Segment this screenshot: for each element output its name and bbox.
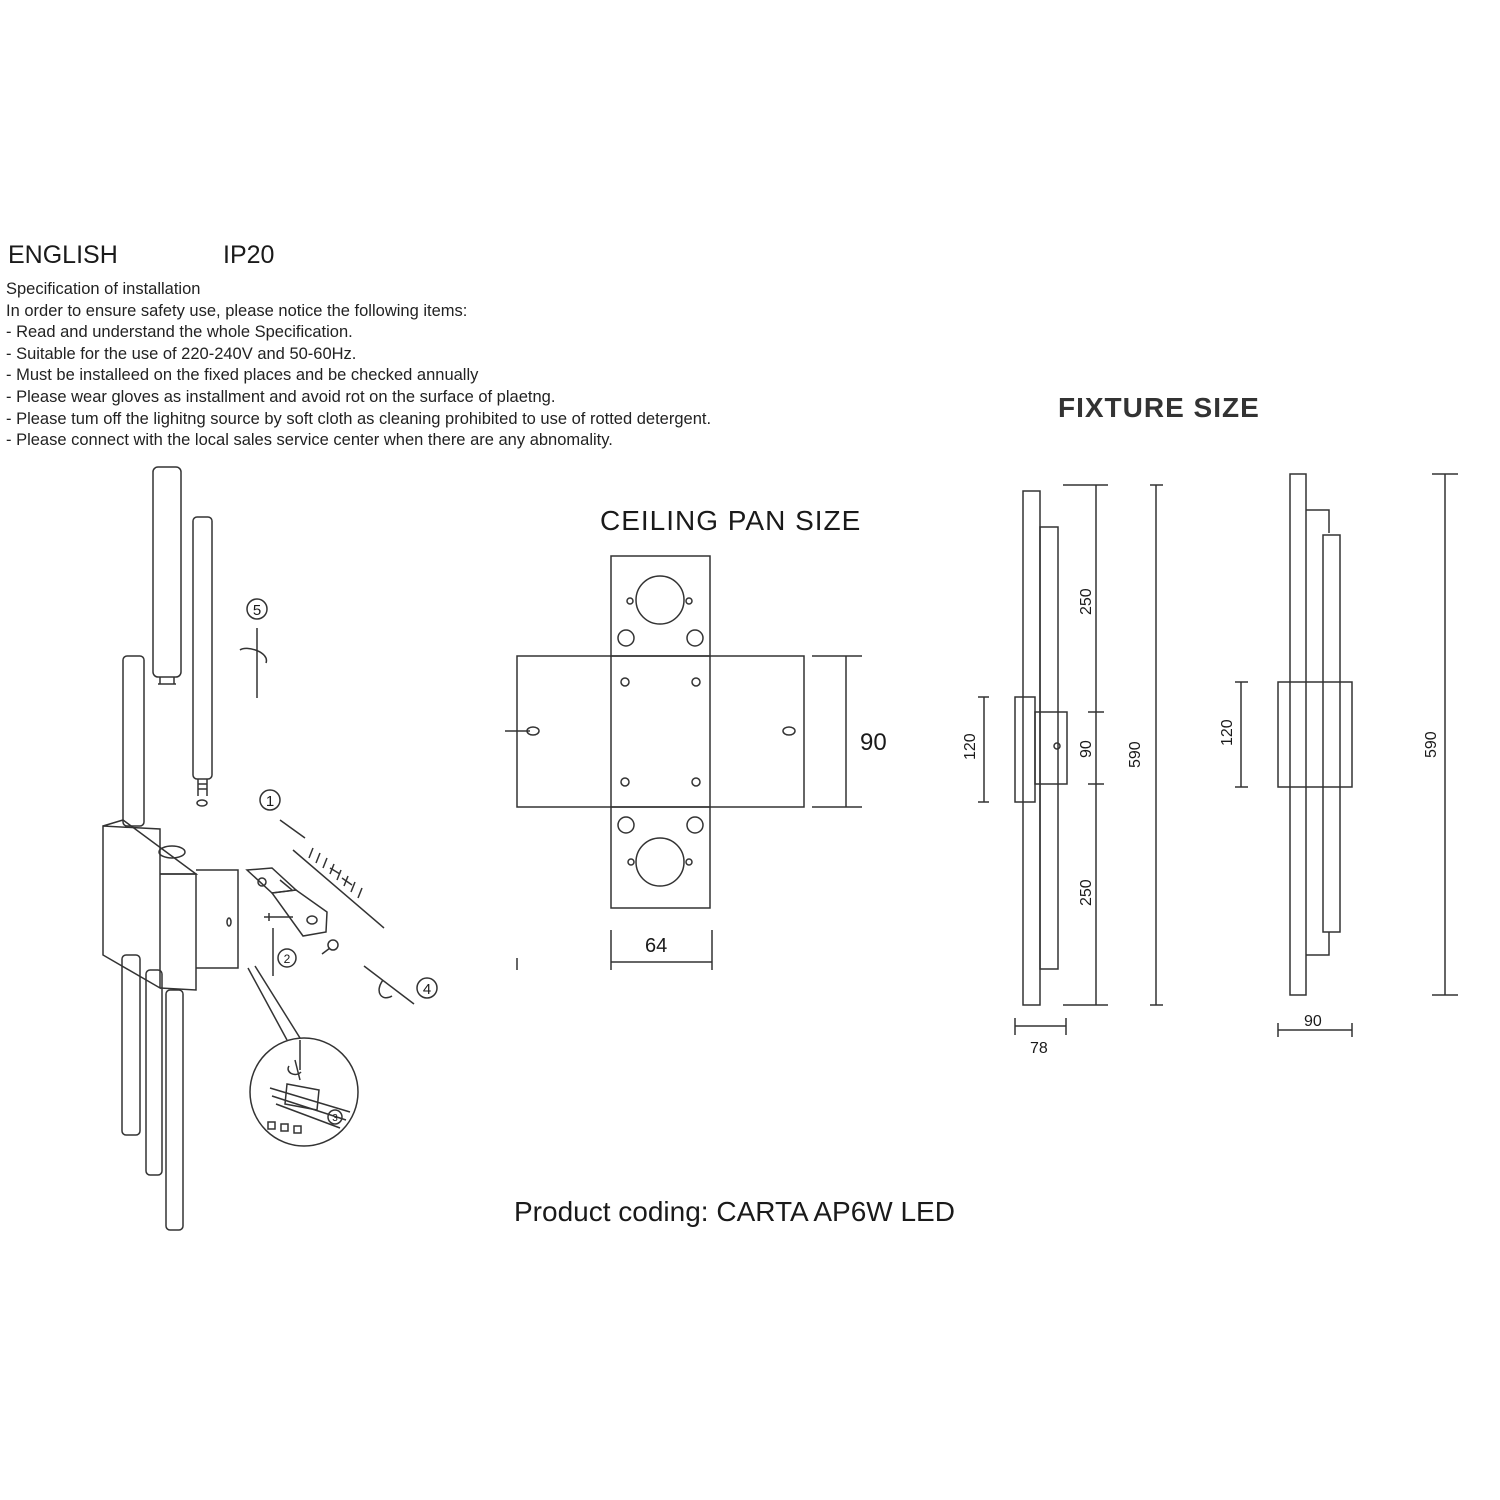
side-total-height-label: 590 xyxy=(1127,741,1144,768)
step-1-label: 1 xyxy=(265,793,275,810)
step-4-label: 4 xyxy=(422,981,432,998)
ip-rating: IP20 xyxy=(223,241,275,269)
step-2-label: 2 xyxy=(283,952,291,966)
specification-item: - Please tum off the lighitng source by soft cloth as cleaning prohibited to use of rotted detergent. xyxy=(6,409,712,428)
ceiling-pan-height-label: 90 xyxy=(860,729,887,756)
specification-item: - Read and understand the whole Specification. xyxy=(6,323,353,342)
specification-intro: In order to ensure safety use, please notice the following items: xyxy=(6,301,468,320)
product-coding: Product coding: CARTA AP6W LED xyxy=(514,1196,955,1227)
specification-item: - Please wear gloves as installment and avoid rot on the surface of plaetng. xyxy=(6,387,556,406)
ceiling-pan-width-label: 64 xyxy=(645,935,668,957)
ceiling-pan-drawing xyxy=(505,556,862,970)
specification-title: Specification of installation xyxy=(6,280,201,298)
language-label: ENGLISH xyxy=(8,241,118,269)
specification-item: - Must be installeed on the fixed places and be checked annually xyxy=(6,366,479,385)
side-mid-height-label: 90 xyxy=(1078,740,1095,758)
side-lower-height-label: 250 xyxy=(1078,879,1095,906)
assembly-drawing xyxy=(103,467,437,1230)
step-3-label: 3 xyxy=(332,1113,338,1124)
front-total-height-label: 590 xyxy=(1423,731,1440,758)
side-upper-height-label: 250 xyxy=(1078,588,1095,615)
ceiling-pan-title: CEILING PAN SIZE xyxy=(600,505,862,536)
step-5-label: 5 xyxy=(252,602,262,619)
front-width-label: 90 xyxy=(1304,1013,1322,1030)
side-body-height-label: 120 xyxy=(962,733,979,760)
side-depth-label: 78 xyxy=(1030,1040,1048,1057)
front-body-height-label: 120 xyxy=(1219,719,1236,746)
fixture-size-title: FIXTURE SIZE xyxy=(1058,392,1260,423)
specification-item: - Please connect with the local sales service center when there are any abnomality. xyxy=(6,431,613,450)
specification-item: - Suitable for the use of 220-240V and 50-60Hz. xyxy=(6,344,357,363)
